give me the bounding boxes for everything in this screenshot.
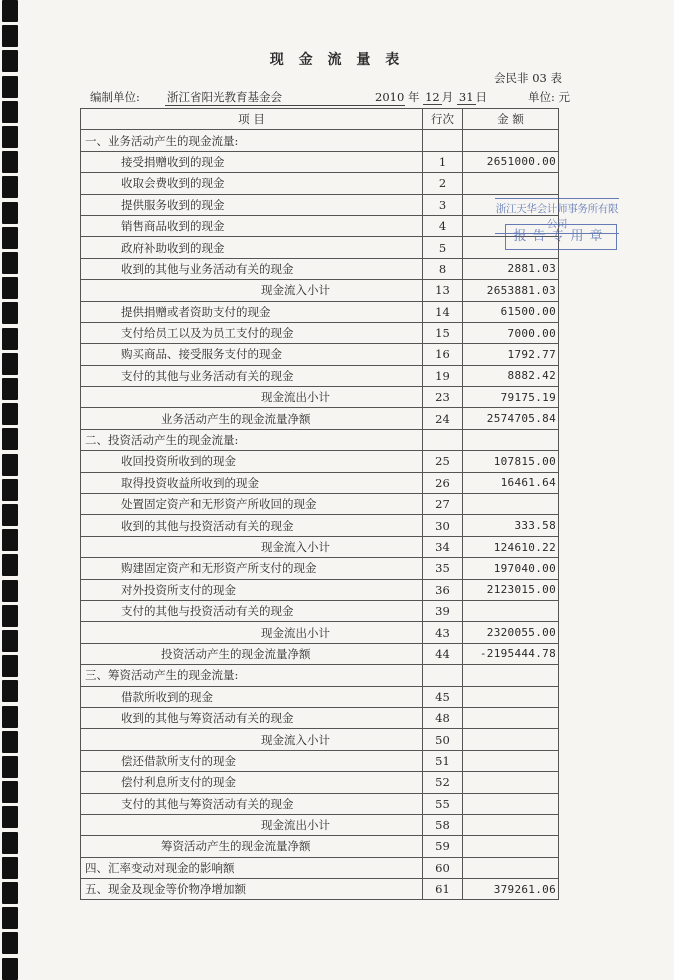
row-line: 30 — [423, 515, 463, 536]
row-item: 偿还借款所支付的现金 — [81, 750, 423, 771]
binding-hole — [2, 126, 18, 148]
row-line — [423, 665, 463, 686]
binding-hole — [2, 504, 18, 526]
binding-hole — [2, 479, 18, 501]
row-line: 14 — [423, 301, 463, 322]
date-year: 2010 — [375, 90, 405, 104]
row-line: 15 — [423, 322, 463, 343]
row-line: 45 — [423, 686, 463, 707]
row-item: 收回投资所收到的现金 — [81, 451, 423, 472]
row-line: 2 — [423, 173, 463, 194]
row-item: 现金流出小计 — [81, 387, 423, 408]
table-row — [81, 151, 559, 172]
unit-label: 编制单位: — [90, 90, 140, 104]
row-amount — [463, 173, 559, 194]
row-line: 44 — [423, 643, 463, 664]
binding-hole — [2, 529, 18, 551]
row-item: 二、投资活动产生的现金流量: — [81, 429, 423, 450]
binding-hole — [2, 630, 18, 652]
binding-hole — [2, 655, 18, 677]
row-amount — [463, 237, 559, 258]
row-line — [423, 429, 463, 450]
row-amount — [463, 836, 559, 857]
binding-hole — [2, 202, 18, 224]
row-item: 三、筹资活动产生的现金流量: — [81, 665, 423, 686]
binding-hole — [2, 76, 18, 98]
row-item: 现金流入小计 — [81, 280, 423, 301]
date-month-suffix: 月 — [441, 90, 454, 104]
row-line: 1 — [423, 151, 463, 172]
row-line — [423, 130, 463, 151]
row-amount: 1792.77 — [463, 344, 559, 365]
row-item: 支付的其他与筹资活动有关的现金 — [81, 793, 423, 814]
row-amount: 124610.22 — [463, 536, 559, 557]
binding-hole — [2, 680, 18, 702]
binding-hole — [2, 0, 18, 22]
row-line: 39 — [423, 600, 463, 621]
header-amount: 金 额 — [463, 109, 559, 130]
binding-hole — [2, 277, 18, 299]
row-amount: 2651000.00 — [463, 151, 559, 172]
binding-hole — [2, 252, 18, 274]
binding-hole — [2, 428, 18, 450]
row-amount: 2653881.03 — [463, 280, 559, 301]
table-row — [81, 215, 559, 236]
row-line: 43 — [423, 622, 463, 643]
row-amount — [463, 857, 559, 878]
binding-hole — [2, 781, 18, 803]
row-amount — [463, 494, 559, 515]
row-line: 26 — [423, 472, 463, 493]
table-row — [81, 836, 559, 857]
binding-hole — [2, 25, 18, 47]
binding-hole — [2, 151, 18, 173]
row-line: 48 — [423, 707, 463, 728]
row-amount — [463, 707, 559, 728]
row-item: 取得投资收益所收到的现金 — [81, 472, 423, 493]
table-row — [81, 729, 559, 750]
row-item: 购买商品、接受服务支付的现金 — [81, 344, 423, 365]
row-amount: 197040.00 — [463, 558, 559, 579]
row-item: 收到的其他与筹资活动有关的现金 — [81, 707, 423, 728]
row-line: 4 — [423, 215, 463, 236]
row-amount: 379261.06 — [463, 879, 559, 900]
row-line: 16 — [423, 344, 463, 365]
table-row — [81, 451, 559, 472]
binding-hole — [2, 907, 18, 929]
binding-hole — [2, 403, 18, 425]
row-item: 偿付利息所支付的现金 — [81, 772, 423, 793]
row-amount — [463, 729, 559, 750]
table-row — [81, 772, 559, 793]
row-line: 19 — [423, 365, 463, 386]
row-item: 收到的其他与投资活动有关的现金 — [81, 515, 423, 536]
row-item: 现金流出小计 — [81, 814, 423, 835]
row-line: 24 — [423, 408, 463, 429]
row-item: 对外投资所支付的现金 — [81, 579, 423, 600]
date-year-suffix: 年 — [407, 90, 420, 104]
row-item: 收取会费收到的现金 — [81, 173, 423, 194]
row-line: 58 — [423, 814, 463, 835]
row-item: 现金流入小计 — [81, 536, 423, 557]
table-row — [81, 322, 559, 343]
binding-hole — [2, 706, 18, 728]
table-row — [81, 194, 559, 215]
binding-hole — [2, 101, 18, 123]
table-row — [81, 130, 559, 151]
binding-hole — [2, 806, 18, 828]
row-item: 收到的其他与业务活动有关的现金 — [81, 258, 423, 279]
report-date — [375, 89, 487, 105]
row-amount — [463, 215, 559, 236]
row-line: 34 — [423, 536, 463, 557]
row-amount — [463, 194, 559, 215]
row-amount: 2574705.84 — [463, 408, 559, 429]
row-amount: 2881.03 — [463, 258, 559, 279]
binding-hole — [2, 932, 18, 954]
row-line: 3 — [423, 194, 463, 215]
row-item: 四、汇率变动对现金的影响额 — [81, 857, 423, 878]
row-item: 支付的其他与投资活动有关的现金 — [81, 600, 423, 621]
table-row — [81, 173, 559, 194]
row-amount: 61500.00 — [463, 301, 559, 322]
row-item: 现金流入小计 — [81, 729, 423, 750]
row-item: 五、现金及现金等价物净增加额 — [81, 879, 423, 900]
table-row — [81, 814, 559, 835]
binding-hole — [2, 857, 18, 879]
row-item: 提供捐赠或者资助支付的现金 — [81, 301, 423, 322]
binding-hole — [2, 731, 18, 753]
binding-hole — [2, 832, 18, 854]
row-amount: 333.58 — [463, 515, 559, 536]
row-line: 13 — [423, 280, 463, 301]
binding-hole — [2, 227, 18, 249]
table-row — [81, 857, 559, 878]
binding-hole — [2, 580, 18, 602]
spiral-binding — [0, 0, 22, 959]
row-line: 55 — [423, 793, 463, 814]
row-amount: -2195444.78 — [463, 643, 559, 664]
row-amount: 7000.00 — [463, 322, 559, 343]
form-number: 会民非 03 表 — [494, 71, 562, 85]
row-line: 60 — [423, 857, 463, 878]
table-row — [81, 301, 559, 322]
stamp-org: 浙江天华会计师事务所有限公司 — [495, 198, 619, 234]
binding-hole — [2, 353, 18, 375]
row-line: 23 — [423, 387, 463, 408]
table-row — [81, 686, 559, 707]
cash-flow-table — [80, 108, 559, 900]
table-row — [81, 793, 559, 814]
table-row — [81, 558, 559, 579]
row-item: 投资活动产生的现金流量净额 — [81, 643, 423, 664]
row-amount — [463, 600, 559, 621]
row-amount — [463, 130, 559, 151]
report-meta — [90, 89, 570, 107]
table-row — [81, 237, 559, 258]
row-item: 借款所收到的现金 — [81, 686, 423, 707]
row-item: 提供服务收到的现金 — [81, 194, 423, 215]
row-line: 59 — [423, 836, 463, 857]
table-row — [81, 408, 559, 429]
row-line: 50 — [423, 729, 463, 750]
table-row — [81, 387, 559, 408]
row-item: 一、业务活动产生的现金流量: — [81, 130, 423, 151]
table-row — [81, 622, 559, 643]
row-amount: 2123015.00 — [463, 579, 559, 600]
row-item: 接受捐赠收到的现金 — [81, 151, 423, 172]
table-body — [81, 130, 559, 900]
row-amount: 2320055.00 — [463, 622, 559, 643]
date-day: 31 — [458, 90, 474, 104]
row-amount — [463, 686, 559, 707]
table-row — [81, 579, 559, 600]
table-row — [81, 344, 559, 365]
row-line: 51 — [423, 750, 463, 771]
row-item: 销售商品收到的现金 — [81, 215, 423, 236]
binding-hole — [2, 454, 18, 476]
binding-hole — [2, 176, 18, 198]
row-line: 61 — [423, 879, 463, 900]
row-amount — [463, 665, 559, 686]
row-amount — [463, 429, 559, 450]
binding-hole — [2, 378, 18, 400]
row-amount — [463, 772, 559, 793]
row-amount: 8882.42 — [463, 365, 559, 386]
row-line: 27 — [423, 494, 463, 515]
date-month: 12 — [425, 90, 440, 104]
page-title: 现 金 流 量 表 — [269, 52, 405, 68]
header-item: 项 目 — [81, 109, 423, 130]
date-day-suffix: 日 — [475, 90, 488, 104]
table-row — [81, 515, 559, 536]
table-row — [81, 879, 559, 900]
table-row — [81, 280, 559, 301]
table-row — [81, 472, 559, 493]
row-amount: 107815.00 — [463, 451, 559, 472]
table-row — [81, 494, 559, 515]
row-line: 25 — [423, 451, 463, 472]
row-amount: 16461.64 — [463, 472, 559, 493]
row-line: 35 — [423, 558, 463, 579]
table-row — [81, 750, 559, 771]
row-line: 52 — [423, 772, 463, 793]
row-line: 36 — [423, 579, 463, 600]
table-row — [81, 365, 559, 386]
row-item: 支付的其他与业务活动有关的现金 — [81, 365, 423, 386]
binding-hole — [2, 328, 18, 350]
binding-hole — [2, 756, 18, 778]
header-line: 行次 — [423, 109, 463, 130]
table-row — [81, 643, 559, 664]
binding-hole — [2, 958, 18, 980]
binding-hole — [2, 882, 18, 904]
row-line: 5 — [423, 237, 463, 258]
row-item: 购建固定资产和无形资产所支付的现金 — [81, 558, 423, 579]
row-line: 8 — [423, 258, 463, 279]
table-row — [81, 536, 559, 557]
money-unit: 单位: 元 — [527, 90, 570, 104]
table-row — [81, 600, 559, 621]
table-row — [81, 665, 559, 686]
row-amount — [463, 814, 559, 835]
binding-hole — [2, 302, 18, 324]
table-row — [81, 707, 559, 728]
binding-hole — [2, 554, 18, 576]
stamp-text: 报告专用章 — [505, 224, 617, 250]
row-amount — [463, 750, 559, 771]
row-item: 现金流出小计 — [81, 622, 423, 643]
row-item: 筹资活动产生的现金流量净额 — [81, 836, 423, 857]
row-item: 支付给员工以及为员工支付的现金 — [81, 322, 423, 343]
row-amount: 79175.19 — [463, 387, 559, 408]
table-row — [81, 258, 559, 279]
binding-hole — [2, 605, 18, 627]
row-item: 业务活动产生的现金流量净额 — [81, 408, 423, 429]
row-amount — [463, 793, 559, 814]
table-row — [81, 429, 559, 450]
row-item: 处置固定资产和无形资产所收回的现金 — [81, 494, 423, 515]
unit-name: 浙江省阳光教育基金会 — [165, 89, 405, 106]
table-header-row — [81, 109, 559, 130]
row-item: 政府补助收到的现金 — [81, 237, 423, 258]
